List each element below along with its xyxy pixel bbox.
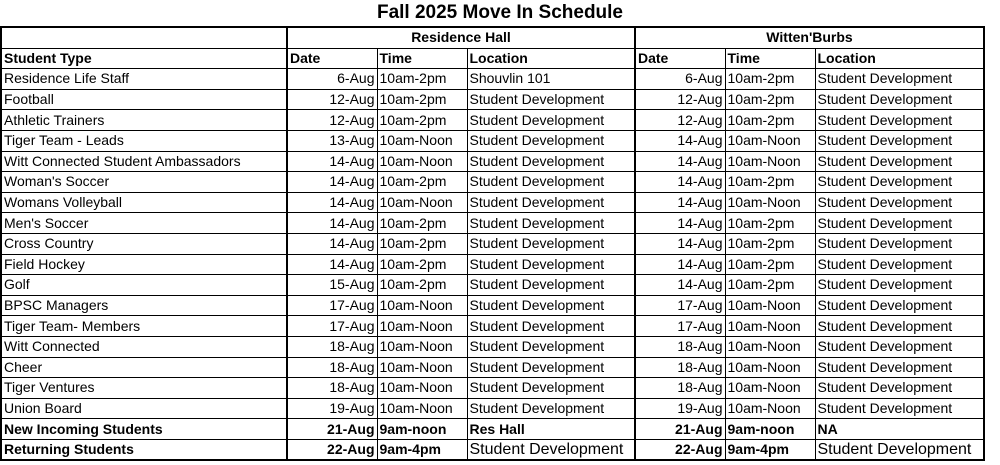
wb-location-cell: Student Development xyxy=(815,130,984,151)
table-row xyxy=(1,295,984,316)
rh-time-cell: 10am-Noon xyxy=(377,378,467,399)
rh-date-cell: 17-Aug xyxy=(287,316,377,337)
wb-time-cell: 10am-2pm xyxy=(725,69,815,90)
rh-time-cell: 10am-Noon xyxy=(377,130,467,151)
wb-location-cell: Student Development xyxy=(815,357,984,378)
rh-time-cell: 10am-Noon xyxy=(377,151,467,172)
wb-time-cell: 10am-2pm xyxy=(725,254,815,275)
wb-time-cell: 10am-2pm xyxy=(725,213,815,234)
wb-time-cell: 10am-2pm xyxy=(725,233,815,254)
wb-time-cell: 9am-noon xyxy=(725,419,815,440)
student-type-cell: Tiger Ventures xyxy=(1,378,287,399)
wb-time-cell: 10am-2pm xyxy=(725,89,815,110)
wb-location-cell: Student Development xyxy=(815,110,984,131)
wb-date-cell: 22-Aug xyxy=(635,439,725,460)
rh-time-cell: 9am-4pm xyxy=(377,439,467,460)
rh-time-cell: 9am-noon xyxy=(377,419,467,440)
table-row xyxy=(1,254,984,275)
rh-time-cell: 10am-2pm xyxy=(377,254,467,275)
rh-date-cell: 22-Aug xyxy=(287,439,377,460)
rh-date-cell: 19-Aug xyxy=(287,398,377,419)
table-row xyxy=(1,151,984,172)
rh-location-cell: Student Development xyxy=(467,398,635,419)
wb-time-cell: 10am-Noon xyxy=(725,398,815,419)
rh-time-cell: 10am-Noon xyxy=(377,192,467,213)
col-header-rh-time: Time xyxy=(377,48,467,69)
wb-location-cell: Student Development xyxy=(815,172,984,193)
wb-date-cell: 18-Aug xyxy=(635,357,725,378)
student-type-cell: Field Hockey xyxy=(1,254,287,275)
table-row xyxy=(1,316,984,337)
student-type-cell: Residence Life Staff xyxy=(1,69,287,90)
rh-time-cell: 10am-2pm xyxy=(377,233,467,254)
student-type-cell: Athletic Trainers xyxy=(1,110,287,131)
wb-location-cell: Student Development xyxy=(815,192,984,213)
wb-time-cell: 10am-Noon xyxy=(725,151,815,172)
student-type-cell: Witt Connected Student Ambassadors xyxy=(1,151,287,172)
table-row xyxy=(1,357,984,378)
wb-location-cell: Student Development xyxy=(815,398,984,419)
wb-date-cell: 14-Aug xyxy=(635,213,725,234)
student-type-cell: Woman's Soccer xyxy=(1,172,287,193)
rh-date-cell: 12-Aug xyxy=(287,110,377,131)
rh-location-cell: Student Development xyxy=(467,439,635,460)
wb-location-cell: Student Development xyxy=(815,378,984,399)
rh-time-cell: 10am-2pm xyxy=(377,213,467,234)
student-type-cell: Men's Soccer xyxy=(1,213,287,234)
rh-date-cell: 14-Aug xyxy=(287,151,377,172)
rh-location-cell: Student Development xyxy=(467,254,635,275)
rh-location-cell: Student Development xyxy=(467,213,635,234)
rh-location-cell: Student Development xyxy=(467,233,635,254)
table-row xyxy=(1,398,984,419)
col-header-rh-location: Location xyxy=(467,48,635,69)
table-row xyxy=(1,439,984,460)
rh-location-cell: Student Development xyxy=(467,151,635,172)
rh-location-cell: Student Development xyxy=(467,130,635,151)
wb-location-cell: Student Development xyxy=(815,439,984,460)
wb-date-cell: 19-Aug xyxy=(635,398,725,419)
wb-time-cell: 10am-Noon xyxy=(725,336,815,357)
rh-date-cell: 12-Aug xyxy=(287,89,377,110)
rh-location-cell: Shouvlin 101 xyxy=(467,69,635,90)
wb-date-cell: 14-Aug xyxy=(635,151,725,172)
page-title: Fall 2025 Move In Schedule xyxy=(376,2,624,23)
wb-location-cell: Student Development xyxy=(815,89,984,110)
table-row xyxy=(1,192,984,213)
col-header-wb-time: Time xyxy=(725,48,815,69)
rh-date-cell: 18-Aug xyxy=(287,336,377,357)
student-type-cell: Cheer xyxy=(1,357,287,378)
rh-time-cell: 10am-Noon xyxy=(377,336,467,357)
wb-time-cell: 10am-Noon xyxy=(725,295,815,316)
wb-date-cell: 18-Aug xyxy=(635,378,725,399)
move-in-schedule-table xyxy=(0,26,985,461)
student-type-cell: Returning Students xyxy=(1,439,287,460)
student-type-cell: Womans Volleyball xyxy=(1,192,287,213)
wb-time-cell: 10am-2pm xyxy=(725,110,815,131)
rh-time-cell: 10am-Noon xyxy=(377,316,467,337)
rh-date-cell: 14-Aug xyxy=(287,192,377,213)
rh-date-cell: 6-Aug xyxy=(287,69,377,90)
rh-time-cell: 10am-2pm xyxy=(377,275,467,296)
wb-time-cell: 10am-Noon xyxy=(725,378,815,399)
rh-location-cell: Student Development xyxy=(467,295,635,316)
rh-location-cell: Student Development xyxy=(467,172,635,193)
wb-location-cell: Student Development xyxy=(815,316,984,337)
rh-date-cell: 14-Aug xyxy=(287,213,377,234)
rh-time-cell: 10am-2pm xyxy=(377,172,467,193)
col-header-student-type: Student Type xyxy=(1,48,287,69)
student-type-cell: Cross Country xyxy=(1,233,287,254)
rh-time-cell: 10am-Noon xyxy=(377,398,467,419)
rh-location-cell: Student Development xyxy=(467,357,635,378)
wb-location-cell: Student Development xyxy=(815,69,984,90)
wb-date-cell: 14-Aug xyxy=(635,130,725,151)
table-row xyxy=(1,213,984,234)
rh-time-cell: 10am-Noon xyxy=(377,357,467,378)
col-header-wb-location: Location xyxy=(815,48,984,69)
table-row xyxy=(1,69,984,90)
rh-location-cell: Student Development xyxy=(467,275,635,296)
student-type-cell: BPSC Managers xyxy=(1,295,287,316)
rh-location-cell: Student Development xyxy=(467,89,635,110)
rh-date-cell: 18-Aug xyxy=(287,378,377,399)
wb-time-cell: 10am-Noon xyxy=(725,192,815,213)
student-type-cell: Football xyxy=(1,89,287,110)
table-row xyxy=(1,419,984,440)
rh-date-cell: 14-Aug xyxy=(287,254,377,275)
wb-date-cell: 14-Aug xyxy=(635,275,725,296)
wb-location-cell: Student Development xyxy=(815,254,984,275)
table-row xyxy=(1,130,984,151)
student-type-cell: Golf xyxy=(1,275,287,296)
rh-date-cell: 15-Aug xyxy=(287,275,377,296)
wb-location-cell: Student Development xyxy=(815,275,984,296)
rh-date-cell: 21-Aug xyxy=(287,419,377,440)
student-type-cell: New Incoming Students xyxy=(1,419,287,440)
wb-date-cell: 14-Aug xyxy=(635,254,725,275)
wb-time-cell: 10am-2pm xyxy=(725,275,815,296)
wb-date-cell: 14-Aug xyxy=(635,233,725,254)
wb-date-cell: 17-Aug xyxy=(635,316,725,337)
wb-location-cell: NA xyxy=(815,419,984,440)
table-row xyxy=(1,110,984,131)
wb-time-cell: 10am-Noon xyxy=(725,357,815,378)
wb-date-cell: 14-Aug xyxy=(635,172,725,193)
wb-date-cell: 12-Aug xyxy=(635,89,725,110)
rh-time-cell: 10am-Noon xyxy=(377,295,467,316)
rh-location-cell: Student Development xyxy=(467,316,635,337)
col-header-wb-date: Date xyxy=(635,48,725,69)
wb-date-cell: 6-Aug xyxy=(635,69,725,90)
rh-date-cell: 14-Aug xyxy=(287,233,377,254)
rh-time-cell: 10am-2pm xyxy=(377,89,467,110)
wb-time-cell: 9am-4pm xyxy=(725,439,815,460)
wb-date-cell: 21-Aug xyxy=(635,419,725,440)
rh-location-cell: Student Development xyxy=(467,110,635,131)
rh-date-cell: 18-Aug xyxy=(287,357,377,378)
student-type-cell: Union Board xyxy=(1,398,287,419)
table-row xyxy=(1,378,984,399)
table-row xyxy=(1,89,984,110)
wb-time-cell: 10am-Noon xyxy=(725,130,815,151)
table-row xyxy=(1,233,984,254)
group-header-wittenburbs: Witten'Burbs xyxy=(635,27,984,48)
student-type-cell: Tiger Team- Members xyxy=(1,316,287,337)
wb-location-cell: Student Development xyxy=(815,233,984,254)
student-type-cell: Tiger Team - Leads xyxy=(1,130,287,151)
table-row xyxy=(1,336,984,357)
wb-time-cell: 10am-Noon xyxy=(725,316,815,337)
wb-date-cell: 14-Aug xyxy=(635,192,725,213)
wb-date-cell: 17-Aug xyxy=(635,295,725,316)
student-type-cell: Witt Connected xyxy=(1,336,287,357)
table-row xyxy=(1,275,984,296)
group-header-residence-hall: Residence Hall xyxy=(287,27,635,48)
rh-location-cell: Student Development xyxy=(467,378,635,399)
rh-location-cell: Student Development xyxy=(467,336,635,357)
wb-date-cell: 12-Aug xyxy=(635,110,725,131)
wb-date-cell: 18-Aug xyxy=(635,336,725,357)
rh-time-cell: 10am-2pm xyxy=(377,110,467,131)
rh-date-cell: 13-Aug xyxy=(287,130,377,151)
group-header-blank xyxy=(1,27,287,48)
wb-location-cell: Student Development xyxy=(815,336,984,357)
col-header-rh-date: Date xyxy=(287,48,377,69)
rh-location-cell: Res Hall xyxy=(467,419,635,440)
rh-location-cell: Student Development xyxy=(467,192,635,213)
wb-location-cell: Student Development xyxy=(815,213,984,234)
rh-date-cell: 17-Aug xyxy=(287,295,377,316)
table-row xyxy=(1,172,984,193)
wb-location-cell: Student Development xyxy=(815,151,984,172)
wb-location-cell: Student Development xyxy=(815,295,984,316)
rh-date-cell: 14-Aug xyxy=(287,172,377,193)
rh-time-cell: 10am-2pm xyxy=(377,69,467,90)
wb-time-cell: 10am-2pm xyxy=(725,172,815,193)
